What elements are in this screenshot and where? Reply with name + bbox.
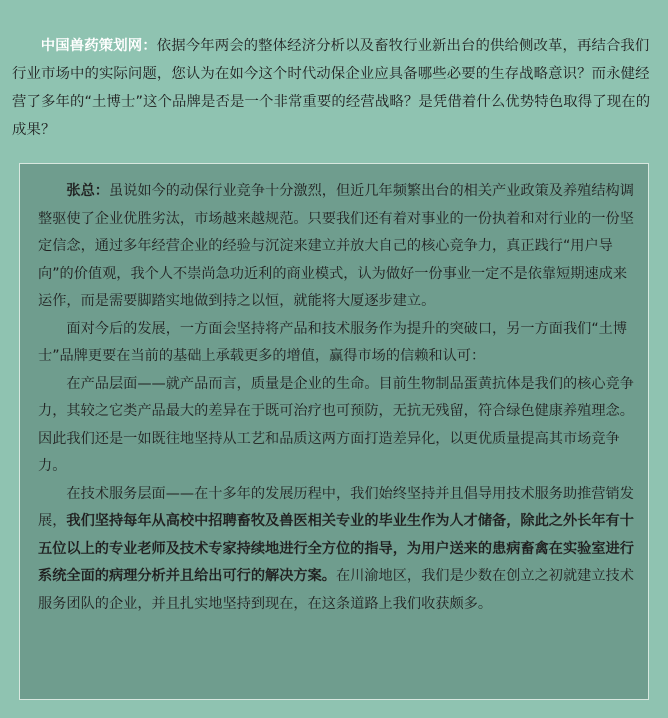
- answer-paragraph-2: 面对今后的发展，一方面会坚持将产品和技术服务作为提升的突破口，另一方面我们“土博士”品牌更要在当前的基础上承载更多的增值，赢得市场的信赖和认可：: [38, 320, 628, 364]
- answer-paragraph-4-bold: 我们坚持每年从高校中招聘畜牧及兽医相关专业的毕业生作为人才储备，除此之外长年有十五位以上的专业老师及技术专家持续地进行全方位的指导，为用户送来的患病畜禽在实验室进行系统全面的病理分析并且给出可行的解决方案。: [38, 513, 634, 584]
- answer-panel: [19, 163, 649, 700]
- answer-paragraph-1: [38, 178, 634, 316]
- answer-paragraph-3: 在产品层面——就产品而言，质量是企业的生命。目前生物制品蛋黄抗体是我们的核心竞争力，其较之它类产品最大的差异在于既可治疗也可预防，无抗无残留，符合绿色健康养殖理念。因此我们还是一如既往地坚持从工艺和品质这两方面打造差异化，以更优质量提高其市场竞争力。: [38, 375, 634, 474]
- answer-content: [38, 178, 634, 618]
- question-source-label: 中国兽药策划网：: [40, 38, 157, 55]
- question-text: 依据今年两会的整体经济分析以及畜牧行业新出台的供给侧改革，再结合我们行业市场中的实际问题，您认为在如今这个时代动保企业应具备哪些必要的生存战略意识？而永健经营了多年的“土博士”这个品牌是否是一个非常重要的经营战略？是凭借着什么优势特色取得了现在的成果？: [12, 38, 651, 139]
- answer-paragraph-4-start: 在技术服务层面——在十多年的发展历程中，我们始终坚持并且倡导用技术服务助推营销发展，: [38, 485, 634, 529]
- answer-paragraph-4: [38, 481, 634, 619]
- answer-paragraph-1-text: 虽说如今的动保行业竞争十分激烈，但近几年频繁出台的相关产业政策及养殖结构调整驱使了企业优胜劣汰，市场越来越规范。只要我们还有着对事业的一份执着和对行业的一份坚定信念，通过多年经营企业的经验与沉淀来建立并放大自己的核心竞争力，真正践行“用户导向”的价值观，我个人不崇尚急功近利的商业模式，认为做好一份事业一定不是依靠短期速成来运作，而是需要脚踏实地做到持之以恒，就能将大厦逐步建立。: [38, 183, 634, 309]
- interview-question: [12, 32, 656, 144]
- speaker-label: 张总：: [66, 183, 109, 199]
- answer-paragraph-4-end: 在川渝地区，我们是少数在创立之初就建立技术服务团队的企业，并且扎实地坚持到现在，在这条道路上我们收获颇多。: [38, 568, 634, 612]
